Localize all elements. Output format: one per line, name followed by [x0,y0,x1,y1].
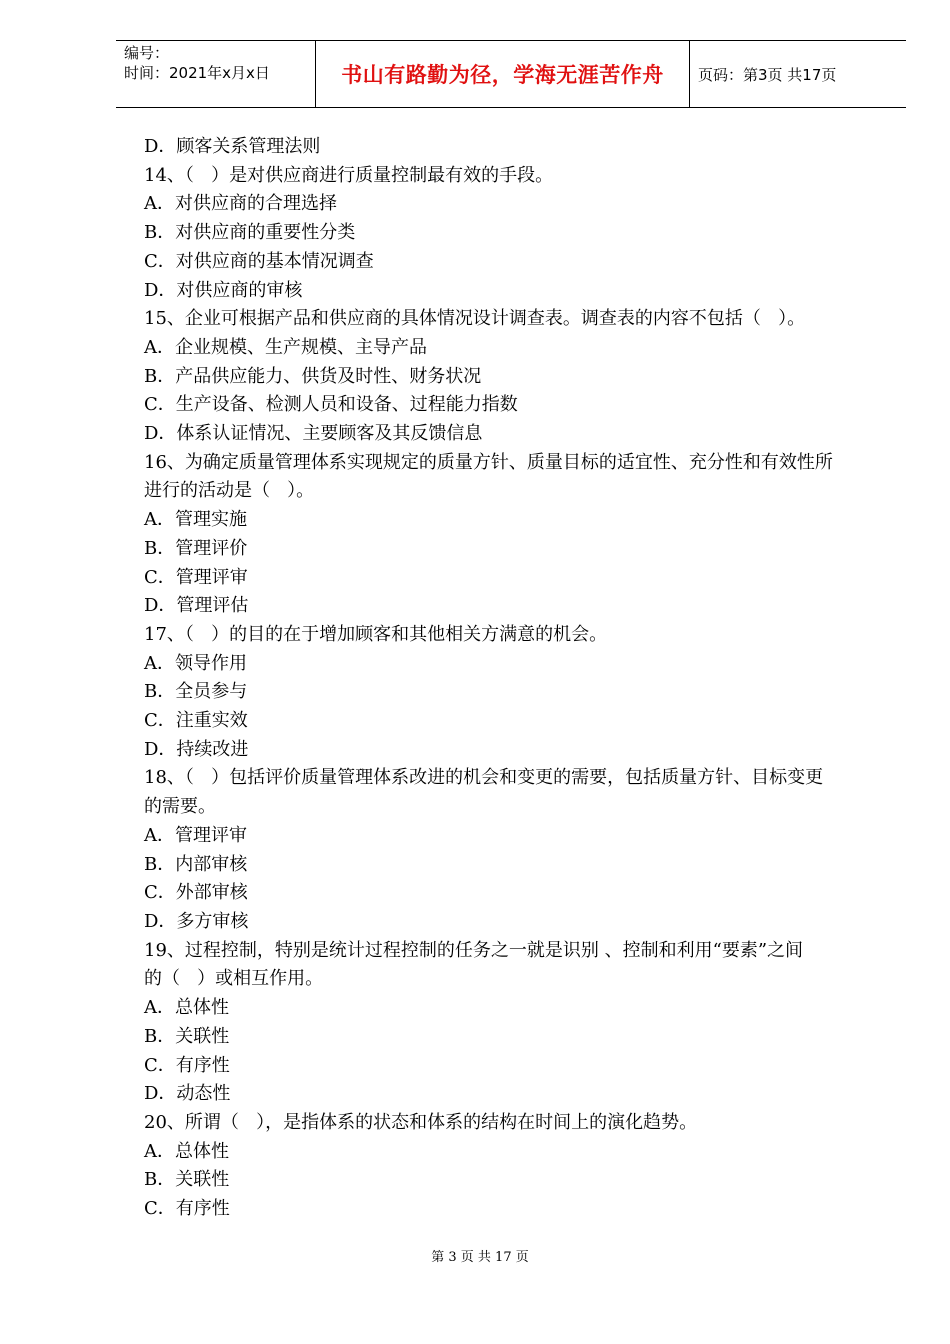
question-line: 19、过程控制，特别是统计过程控制的任务之一就是识别 、控制和利用“要素”之间 [144,939,804,961]
question-line-continued: 的（ ）或相互作用。 [144,968,324,990]
document-time-label: 时间：2021年x月x日 [124,64,270,82]
question-line-continued: 的需要。 [144,796,216,818]
option-line: C．管理评审 [144,566,248,588]
document-number-label: 编号： [124,44,170,62]
header-motto: 书山有路勤为径，学海无涯苦作舟 [316,41,690,107]
question-body [144,133,884,1224]
question-line: 16、为确定质量管理体系实现规定的质量方针、质量目标的适宜性、充分性和有效性所 [144,451,833,473]
option-line: B．全员参与 [144,681,248,703]
option-line: B．关联性 [144,1025,230,1047]
question-line: 20、所谓（ ），是指体系的状态和体系的结构在时间上的演化趋势。 [144,1111,698,1133]
question-line: 17、（ ）的目的在于增加顾客和其他相关方满意的机会。 [144,623,608,645]
question-line: 18、（ ）包括评价质量管理体系改进的机会和变更的需要，包括质量方针、目标变更 [144,767,824,789]
question-line-continued: 进行的活动是（ ）。 [144,480,315,502]
option-line: D．管理评估 [144,595,249,617]
option-line: C．外部审核 [144,882,248,904]
option-line: D．持续改进 [144,738,249,760]
option-line: B．管理评价 [144,537,248,559]
option-line: B．对供应商的重要性分类 [144,222,356,244]
option-line: C．有序性 [144,1054,230,1076]
header-page-number: 页码：第3页 共17页 [698,65,837,84]
option-line: A．企业规模、生产规模、主导产品 [144,336,427,358]
page-footer: 第 3 页 共 17 页 [431,1250,529,1265]
option-line: D．对供应商的审核 [144,279,303,301]
option-line: A．对供应商的合理选择 [144,193,337,215]
option-line: B．产品供应能力、供货及时性、财务状况 [144,365,482,387]
option-line: D．体系认证情况、主要顾客及其反馈信息 [144,423,483,445]
question-line: 14、（ ）是对供应商进行质量控制最有效的手段。 [144,164,554,186]
option-line: C．生产设备、检测人员和设备、过程能力指数 [144,394,518,416]
option-line: A．管理评审 [144,824,247,846]
option-line: B．关联性 [144,1169,230,1191]
option-line: D．多方审核 [144,910,249,932]
question-line: 15、企业可根据产品和供应商的具体情况设计调查表。调查表的内容不包括（ ）。 [144,308,806,330]
header-meta [116,41,316,107]
option-line: C．有序性 [144,1198,230,1220]
page-header [116,40,906,108]
option-line: B．内部审核 [144,853,248,875]
option-line: C．对供应商的基本情况调查 [144,250,374,272]
text-line: D．顾客关系管理法则 [144,136,321,157]
option-line: A．总体性 [144,1140,229,1162]
option-line: C．注重实效 [144,710,248,732]
option-line: A．领导作用 [144,652,247,674]
option-line: D．动态性 [144,1083,231,1105]
option-line: A．总体性 [144,997,229,1019]
option-line: A．管理实施 [144,509,247,531]
